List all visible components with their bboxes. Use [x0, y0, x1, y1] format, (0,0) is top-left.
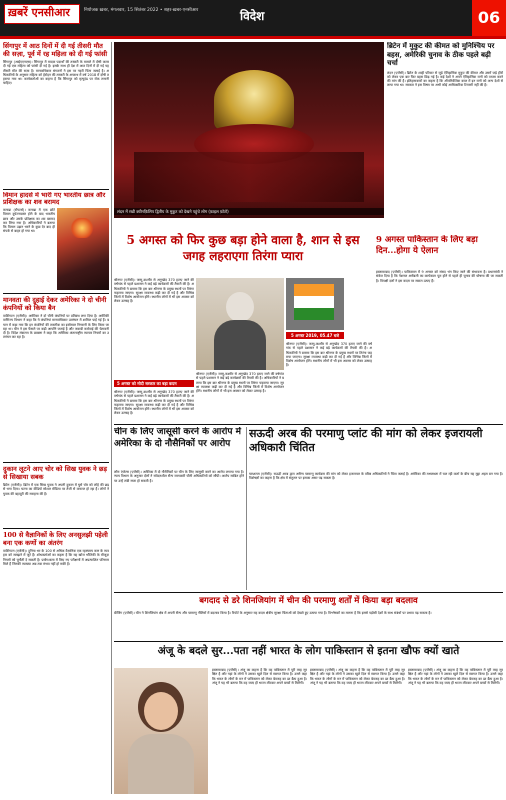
story-body: लॉस एंजेल्स (एजेंसी)। अमेरिका में दो नौसैनिकों पर चीन के लिए जासूसी करने का आरोप लगाया गया है। न्याय विभाग के अनुसार दोनों ने संवेदनशील सैन्य जानकारी चीनी अधिकारियों को सौंपी। आरोप साबित होने पर उन्हें लंबी सजा हो सकती है।: [114, 470, 244, 483]
china-spy-body: [114, 470, 244, 590]
lead-subhead: 5 अगस्त को मोदी सरकार का बड़ा कदम: [114, 380, 194, 387]
story-headline: सिंगापुर में आठ दिनों में दी गई तीसरी मौत की सज़ा, पूर्व में रह महिला को दी गई फांसी: [3, 42, 108, 58]
story-body: ब्रिटेन (एजेंसी)। ब्रिटेन में एक सिख युवक ने अपनी दुकान में घुसे चोर को लोहे की छड़ से भगा दिया। घटना का वीडियो सोशल मीडिया पर तेजी से वायरल हो रहा है। लोगों ने युवक की बहादुरी की सराहना की है।: [3, 483, 109, 496]
story-headline: ब्रिटेन में मुकुट की कीमत को मुनिश्चिय पर बहस, अमेरिकी चुनाव के ठीक पहले बढ़ी चर्चा: [387, 42, 495, 67]
story-body: यरुशलम (एजेंसी)। सऊदी अरब द्वारा असैन्य परमाणु कार्यक्रम की मांग को लेकर इजरायल के वरिष्ठ अधिकारियों ने चिंता जताई है। अमेरिका की मध्यस्थता में चल रही वार्ता के बीच यह मुद्दा अहम बन गया है। विशेषज्ञों का कहना है कि क्षेत्र में संतुलन पर इसका असर पड़ सकता है।: [249, 472, 503, 481]
story-plane-headline: [3, 192, 109, 206]
fire-glow: [69, 218, 95, 238]
anju-headline: [114, 644, 503, 666]
lead-body: [114, 278, 194, 378]
saudi-body: [249, 472, 503, 590]
story-headline: दुकान लूटने आए चोर को सिख युवक ने छड़ से सिखाया सबक: [3, 465, 107, 481]
flag-photo: [286, 278, 344, 330]
face-shape: [144, 692, 178, 730]
lead-body-col2: [196, 372, 284, 422]
divider: [114, 641, 503, 642]
story-body: वाशिंगटन (एजेंसी)। दुनिया भर के 100 से अधिक वैज्ञानिक एक रहस्यमय कण के व्यवहार को समझने में जुटे हैं। शोधकर्ताओं का कहना है कि यह खोज भौतिकी के मौजूदा नियमों को चुनौती दे सकती है। प्रयोगशाला में किए गए परीक्षणों में अप्रत्याशित परिणाम मिले हैं जिनकी व्याख्या अब तक संभव नहीं हो सकी है।: [3, 549, 109, 566]
story-sikh: [3, 465, 109, 525]
masthead-subline: नियोजक ख़बर, मंगलवार, 15 सितंबर 2022 • शहर-ख़बर-एनसीआर: [84, 8, 199, 13]
lead-body-cont: [114, 390, 194, 422]
divider: [3, 293, 109, 294]
flag-green: [294, 308, 334, 320]
story-body: लंदन (एजेंसी)। ब्रिटेन के शाही परिवार से जुड़े ऐतिहासिक मुकुट की कीमत और उसमें जड़े हीरों को लेकर एक बार फिर बहस छिड़ गई है। कई देशों ने अपने ऐतिहासिक रत्नों को वापस करने की मांग की है। इतिहासकारों का कहना है कि औपनिवेशिक काल में इन रत्नों को अन्य देशों से लाया गया था। सरकार ने इस विषय पर अभी कोई आधिकारिक टिप्पणी नहीं की है।: [387, 70, 503, 88]
body-shape: [128, 734, 194, 794]
divider: [3, 189, 109, 190]
anju-body-col2: [310, 668, 405, 794]
china-spy-headline: [114, 427, 244, 467]
date-badge: 5 अगस्त 2019, 05.47 बजे: [286, 332, 344, 339]
lead-title: 5 अगस्त को फिर कुछ बड़ा होने वाला है, शान से इस जगह लहराएगा तिरंगा प्यारा: [126, 233, 360, 263]
head-shape: [226, 292, 254, 322]
crown-shape: [214, 70, 294, 130]
lead-body-col3: [286, 342, 372, 422]
leader-photo: [196, 278, 284, 370]
anju-body-col1: [212, 668, 307, 794]
story-pakistan: [376, 270, 503, 422]
page-number: 06: [472, 0, 506, 36]
anju-body-col3: [408, 668, 503, 794]
story-headline: विमान हादसे में भारी गए भारतीय छात्र और प्रशिक्षक का शव बरामद: [3, 192, 106, 206]
story-body: वाशिंगटन (एजेंसी)। अमेरिका ने दो चीनी कंपनियों पर प्रतिबंध लगा दिया है। अमेरिकी वाणिज्य विभाग ने कहा कि ये कंपनियां मानवाधिकार उल्लंघन में शामिल पाई गई हैं। बयान में कहा गया कि इन कंपनियों की तकनीक का इस्तेमाल निगरानी के लिए किया जा रहा था। चीन ने इस फैसले पर कड़ी आपत्ति जताई है और जवाबी कार्रवाई की चेतावनी दी है। विदेश मंत्रालय के प्रवक्ता ने कहा कि अमेरिका अंतरराष्ट्रीय व्यापार नियमों का उल्लंघन कर रहा है।: [3, 314, 109, 340]
crown-photo: [114, 42, 384, 218]
plane-crash-photo: [57, 208, 109, 290]
story-scientists: [3, 531, 109, 796]
xinjiang-headline: [114, 595, 503, 609]
story-body: सिंगापुर (आईएएनएस)। सिंगापुर में मादक पदार्थों की तस्करी के मामले में दोषी करार दी गई एक महिला को फांसी दी गई है। इसके साथ ही देश में आठ दिनों में दी गई यह तीसरी मौत की सज़ा है। मानवाधिकार संगठनों ने इस पर गहरी चिंता जताई है। अधिकारियों के अनुसार महिला को हेरोइन की तस्करी के अपराध में वर्ष 2018 में दोषी ठहराया गया था। कार्यकर्ताओं का कहना है कि सिंगापुर को मृत्युदंड पर रोक लगानी चाहिए।: [3, 60, 109, 86]
flag-white: [294, 296, 334, 308]
divider: [3, 462, 109, 463]
story-plane-body: [3, 208, 55, 290]
divider: [3, 528, 109, 529]
story-headline: मानवता की दुहाई देकर अमेरिका ने दो चीनी कंपनियों को किया बैन: [3, 296, 107, 312]
story-body: इस्लामाबाद (एजेंसी)। अंजू का कहना है कि वह पाकिस्तान में पूरी तरह सुरक्षित है और यहां के लोगों ने उसका खुले दिल से स्वागत किया है। उसने कहा कि भारत के लोगों के मन में पाकिस्तान को लेकर बेवजह का डर बैठा हुआ है। अंजू ने यह भी बताया कि वह जल्द ही भारत लौटकर अपने बच्चों से मिलेगी।: [310, 668, 405, 685]
photo-caption: लंदन में रखी क्वीनफ़िलिप द्वितीय के मुकुट को देखने पहुंचे लोग (फ़ाइल फ़ोटो): [114, 208, 384, 215]
header-strip: [0, 36, 506, 39]
section-title: विदेश: [240, 9, 265, 23]
story-headline: चीन के लिए जासूसी करने के आरोप में अमेरिका के दो नौसैनिकों पर आरोप: [114, 427, 242, 449]
glass-display: [134, 152, 364, 202]
newspaper-name: ख़बरें एनसीआर: [8, 6, 70, 19]
story-body: श्रीनगर (एजेंसी)। जम्मू-कश्मीर से अनुच्छेद 370 हटाए जाने की वर्षगांठ से पहले प्रशासन ने कई बड़े कार्यक्रमों की तैयारी की है। अधिकारियों ने बताया कि इस बार श्रीनगर के प्रमुख स्थलों पर तिरंगा फहराया जाएगा। सुरक्षा व्यवस्था कड़ी कर दी गई है और विभिन्न जिलों में विशेष आयोजन होंगे। स्थानीय लोगों में भी इस अवसर को लेकर उत्साह है।: [114, 390, 194, 416]
story-singapore: [3, 42, 109, 117]
body-shape: [214, 320, 266, 370]
story-crown: [387, 42, 503, 242]
divider: [114, 592, 503, 593]
story-body: श्रीनगर (एजेंसी)। जम्मू-कश्मीर से अनुच्छेद 370 हटाए जाने की वर्षगांठ से पहले प्रशासन ने कई बड़े कार्यक्रमों की तैयारी की है। अधिकारियों ने बताया कि इस बार श्रीनगर के प्रमुख स्थलों पर तिरंगा फहराया जाएगा। सुरक्षा व्यवस्था कड़ी कर दी गई है और विभिन्न जिलों में विशेष आयोजन होंगे। स्थानीय लोगों में भी इस अवसर को लेकर उत्साह है।: [196, 372, 284, 394]
story-body: इस्लामाबाद (एजेंसी)। अंजू का कहना है कि वह पाकिस्तान में पूरी तरह सुरक्षित है और यहां के लोगों ने उसका खुले दिल से स्वागत किया है। उसने कहा कि भारत के लोगों के मन में पाकिस्तान को लेकर बेवजह का डर बैठा हुआ है। अंजू ने यह भी बताया कि वह जल्द ही भारत लौटकर अपने बच्चों से मिलेगी।: [408, 668, 503, 685]
story-body: बीजिंग (एजेंसी)। चीन ने शिनजियांग क्षेत्र में अपनी सैन्य और परमाणु नीतियों में बदलाव किया है। रिपोर्ट के अनुसार यह कदम क्षेत्रीय सुरक्षा चिंताओं को देखते हुए उठाया गया है। विश्लेषकों का मानना है कि इससे पड़ोसी देशों के साथ संबंधों पर प्रभाव पड़ सकता है।: [114, 611, 432, 615]
story-body: इस्लामाबाद (एजेंसी)। पाकिस्तान में 9 अगस्त को संसद भंग किए जाने की संभावना है। प्रधानमंत्री ने संकेत दिया है कि नेशनल असेंबली का कार्यकाल पूरा होने से पहले ही चुनाव की घोषणा की जा सकती है। विपक्षी दलों ने इस कदम पर सवाल उठाए हैं।: [376, 270, 503, 283]
saudi-headline: [249, 427, 503, 469]
pak-headline: [376, 235, 503, 267]
story-body: इस्लामाबाद (एजेंसी)। अंजू का कहना है कि वह पाकिस्तान में पूरी तरह सुरक्षित है और यहां के लोगों ने उसका खुले दिल से स्वागत किया है। उसने कहा कि भारत के लोगों के मन में पाकिस्तान को लेकर बेवजह का डर बैठा हुआ है। अंजू ने यह भी बताया कि वह जल्द ही भारत लौटकर अपने बच्चों से मिलेगी।: [212, 668, 307, 685]
story-us-ban: [3, 296, 109, 460]
anju-photo: [114, 668, 208, 794]
story-headline: सऊदी अरब की परमाणु प्लांट की मांग को लेकर इजरायली अधिकारी चिंतित: [249, 427, 483, 454]
story-headline: 100 से वैज्ञानिकों के लिए अनसुलझी पहेली बना एक कणों का अंतरंग: [3, 531, 108, 547]
story-body: कनाडा (रॉयटर्स)। कनाडा में एक छोटे विमान दुर्घटनाग्रस्त होने के बाद भारतीय छात्र और उसके प्रशिक्षक का शव बरामद कर लिया गया है। अधिकारियों ने बताया कि विमान उड़ान भरने के कुछ देर बाद ही संपर्क से बाहर हो गया था।: [3, 208, 55, 234]
story-body: श्रीनगर (एजेंसी)। जम्मू-कश्मीर से अनुच्छेद 370 हटाए जाने की वर्षगांठ से पहले प्रशासन ने कई बड़े कार्यक्रमों की तैयारी की है। अधिकारियों ने बताया कि इस बार श्रीनगर के प्रमुख स्थलों पर तिरंगा फहराया जाएगा। सुरक्षा व्यवस्था कड़ी कर दी गई है और विभिन्न जिलों में विशेष आयोजन होंगे। स्थानीय लोगों में भी इस अवसर को लेकर उत्साह है।: [114, 278, 194, 304]
lead-headline: [114, 232, 372, 274]
divider: [114, 424, 503, 425]
flag-saffron: [294, 284, 334, 296]
column-rule: [246, 427, 247, 590]
xinjiang-body: [114, 611, 503, 639]
pak-title: 9 अगस्त पाकिस्तान के लिए बड़ा दिन...होगा ये ऐलान: [376, 235, 478, 256]
story-headline: अंजू के बदले सुर...पता नहीं भारत के लोग पाकिस्तान से इतना खौफ क्यों खाते: [157, 645, 460, 657]
column-rule: [111, 42, 112, 794]
story-headline: बगदाद से डरे शिनजियांग में चीन की परमाणु शर्तों में किया बड़ा बदलाव: [199, 596, 418, 606]
story-body: श्रीनगर (एजेंसी)। जम्मू-कश्मीर से अनुच्छेद 370 हटाए जाने की वर्षगांठ से पहले प्रशासन ने कई बड़े कार्यक्रमों की तैयारी की है। अधिकारियों ने बताया कि इस बार श्रीनगर के प्रमुख स्थलों पर तिरंगा फहराया जाएगा। सुरक्षा व्यवस्था कड़ी कर दी गई है और विभिन्न जिलों में विशेष आयोजन होंगे। स्थानीय लोगों में भी इस अवसर को लेकर उत्साह है।: [286, 342, 372, 368]
